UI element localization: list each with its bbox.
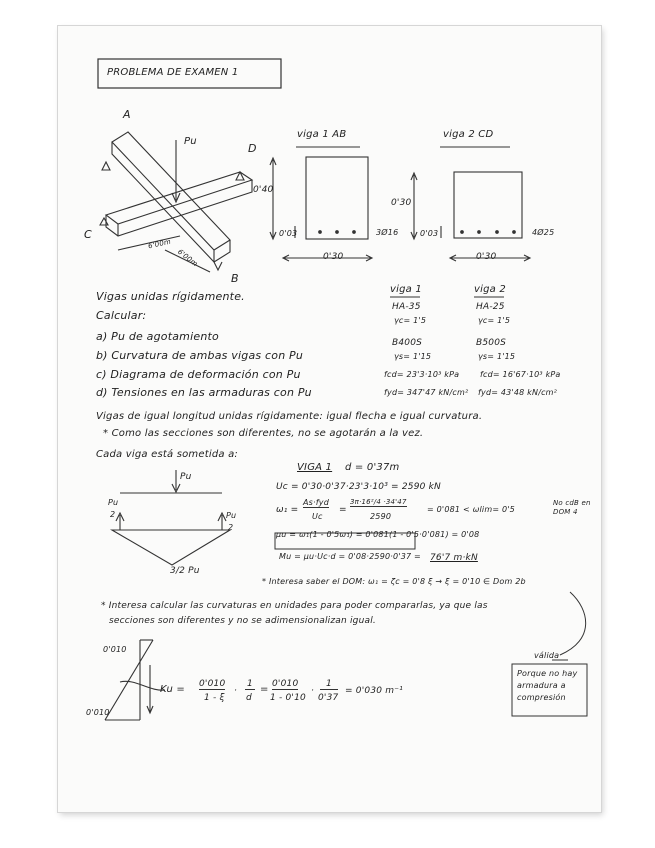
w1-note: No cdB en DOM 4 [553,499,591,516]
reaction-right-num: Pu [226,511,237,520]
item-b: b) Curvatura de ambas vigas con Pu [96,349,304,362]
ku-dot-2: · [311,686,315,696]
structure-3d-figure [100,132,252,272]
interest-line-2: secciones son diferentes y no se adimensionalizan igual. [109,616,376,626]
valida-label: válida [534,651,560,660]
reaction-left-den: 2 [110,510,116,519]
section-1-width: 0'30 [323,252,344,262]
item-c: c) Diagrama de deformación con Pu [96,368,301,381]
mat-v2-title: viga 2 [474,284,506,295]
node-d-label: D [248,142,257,155]
statement-line: Vigas unidas rígidamente. [96,290,245,303]
calc-uc: Uc = 0'30·0'37·23'3·10³ = 2590 kN [276,482,441,492]
mat-v2-fyd: fyd= 43'48 kN/cm² [478,388,558,397]
mat-v1-fcd: fcd= 23'3·10³ kPa [384,370,460,379]
section-2-title: viga 2 CD [443,129,494,140]
section-1-title: viga 1 AB [297,129,347,140]
calc-d: d = 0'37m [345,462,400,473]
note-3: Cada viga está sometida a: [96,449,238,460]
mat-v2-gc: γc= 1'5 [478,316,511,325]
strain-top-label: 0'010 [103,645,127,654]
ku-frac3-den: 1 - 0'10 [270,693,306,703]
w1-num2: 3π·16²/4 ·34'47 [350,498,407,506]
ku-frac1-den: 1 - ξ [204,693,225,703]
calc-title: VIGA 1 [297,462,333,473]
mat-v2-concrete: HA-25 [476,302,505,312]
w1-lhs: ω₁ = [276,505,299,515]
mu-line-1: μu = ω₁(1 - 0'5ω₁) = 0'081(1 - 0'5·0'081) = 0'08 [276,530,480,539]
dom-note: * Interesa saber el DOM: ω₁ = ζc = 0'8 ξ → ξ = 0'10 ∈ Dom 2b [262,577,526,586]
section-1-bars: 3Ø16 [376,228,399,237]
mat-v1-gs: γs= 1'15 [394,352,432,361]
porque-note: Porque no hay armadura a compresión [517,669,578,702]
section-1-cover: 0'03 [279,229,298,238]
ku-frac2-den: d [246,693,252,703]
w1-den2: 2590 [370,512,392,521]
note-1: Vigas de igual longitud unidas rígidamente: igual flecha e igual curvatura. [96,411,483,422]
w1-eq: = [339,505,347,515]
section-2-cover: 0'03 [420,229,439,238]
mat-v1-concrete: HA-35 [392,302,421,312]
node-b-label: B [231,272,239,285]
node-a-label: A [123,108,131,121]
mat-v1-fyd: fyd= 347'47 kN/cm² [384,388,469,397]
section-1-height: 0'40 [253,185,274,195]
section-2-height: 0'30 [391,198,412,208]
moment-label: 3/2 Pu [170,566,200,576]
mat-v2-gs: γs= 1'15 [478,352,516,361]
w1-den: Uc [312,512,323,521]
mat-v2-fcd: fcd= 16'67·10³ kPa [480,370,561,379]
mat-v1-steel: B400S [392,338,423,348]
ku-eq: = [260,684,269,695]
section-1-drawing [270,147,372,261]
load-label: Pu [184,136,197,147]
beam-load: Pu [180,472,192,482]
ku-frac4-den: 0'37 [318,693,339,703]
reaction-right-den: 2 [228,523,234,532]
mu-line-2: Mu = μu·Uc·d = 0'08·2590·0'37 = [279,552,421,561]
interest-line-1: * Interesa calcular las curvaturas en unidades para poder compararlas, ya que las [101,601,488,611]
dim-label-2: 6'00m [175,247,200,269]
page-title: PROBLEMA DE EXAMEN 1 [107,67,239,78]
section-2-drawing [411,147,530,261]
ku-frac4-num: 1 [320,679,338,690]
strain-bottom-label: 0'010 [86,708,110,717]
ku-frac1-num: 0'010 [199,679,226,689]
section-2-bars: 4Ø25 [532,228,555,237]
ku-lhs: Ku = [160,684,185,695]
ku-dot-1: · [234,686,238,696]
note-2: * Como las secciones son diferentes, no se agotarán a la vez. [103,428,424,439]
ku-result: = 0'030 m⁻¹ [345,686,403,696]
w1-result: = 0'081 < ωlim= 0'5 [427,505,515,514]
mat-v1-title: viga 1 [390,284,422,295]
reaction-left-num: Pu [108,498,119,507]
dim-label-1: 6'00m [147,237,172,251]
calc-label: Calcular: [96,309,147,322]
section-2-width: 0'30 [476,252,497,262]
ku-frac3-num: 0'010 [272,679,299,689]
mat-v1-gc: γc= 1'5 [394,316,427,325]
ku-frac2-num: 1 [247,679,253,689]
node-c-label: C [84,228,92,241]
mu-result: 76'7 m·kN [430,553,478,563]
w1-num: As·fyd [303,498,330,507]
mat-v2-steel: B500S [476,338,507,348]
beam-diagram [112,470,230,565]
item-d: d) Tensiones en las armaduras con Pu [96,386,312,399]
item-a: a) Pu de agotamiento [96,330,219,343]
